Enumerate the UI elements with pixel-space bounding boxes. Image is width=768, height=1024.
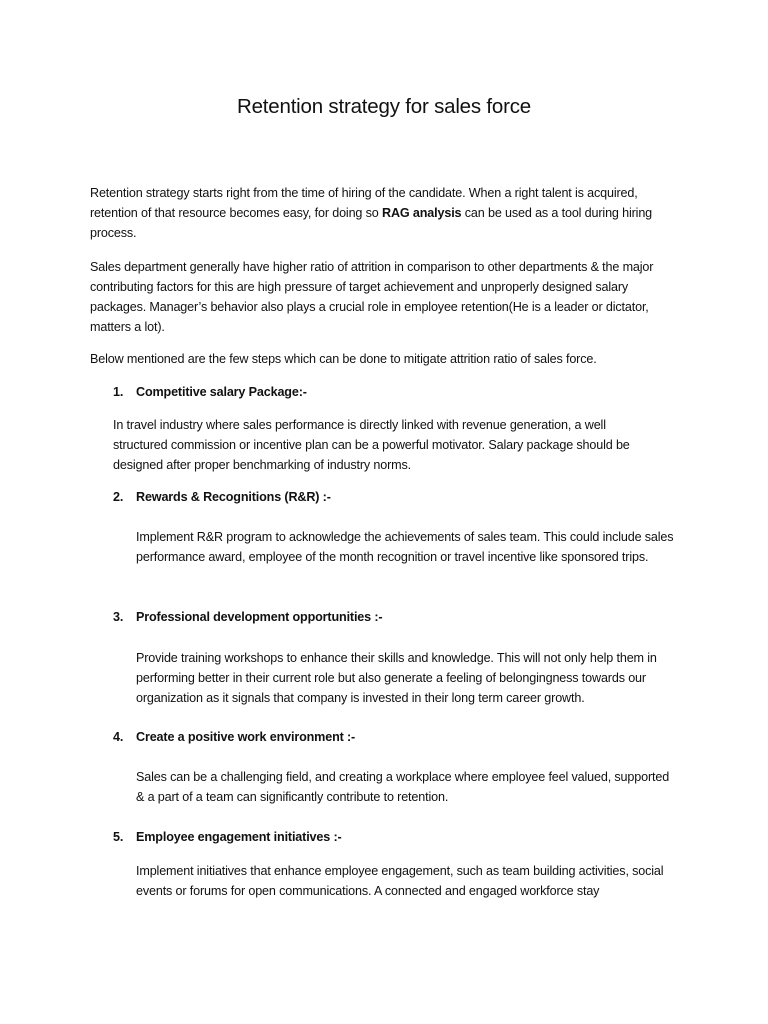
intro-text-start: Retention strategy starts right from the time of hiring of the candidate. When a right talent is acquired, retention of that resource becomes easy, for doing so bbox=[90, 186, 638, 220]
step-body: Implement R&R program to acknowledge the achievements of sales team. This could include sales performance award, employee of the month recognition or travel incentive like sponsored trips. bbox=[136, 530, 674, 564]
step-heading bbox=[113, 382, 307, 402]
step-number: 4. bbox=[113, 730, 124, 744]
step-number: 3. bbox=[113, 610, 124, 624]
step-number: 2. bbox=[113, 490, 124, 504]
step-title: Employee engagement initiatives :- bbox=[136, 830, 342, 844]
step-body: In travel industry where sales performance is directly linked with revenue generation, a well structured commission or incentive plan can be a powerful motivator. Salary package should be designed after proper benchmarking of industry norms. bbox=[113, 418, 630, 472]
step-heading bbox=[113, 487, 331, 507]
document-title: Retention strategy for sales force bbox=[236, 95, 531, 118]
attrition-paragraph: Sales department generally have higher ratio of attrition in comparison to other departments & the major contributing factors for this are high pressure of target achievement and unproperly designed salary packages. Manager’s behavior also plays a crucial role in employee retention(He is a leader or dictator, matters a lot). bbox=[90, 260, 654, 334]
step-number: 1. bbox=[113, 385, 124, 399]
step-title: Rewards & Recognitions (R&R) :- bbox=[136, 490, 331, 504]
step-body: Sales can be a challenging field, and creating a workplace where employee feel valued, supported & a part of a team can significantly contribute to retention. bbox=[136, 770, 670, 804]
step-heading bbox=[113, 727, 355, 747]
step-number: 5. bbox=[113, 830, 124, 844]
step-heading bbox=[113, 827, 342, 847]
step-heading bbox=[113, 607, 382, 627]
steps-intro-paragraph: Below mentioned are the few steps which can be done to mitigate attrition ratio of sales force. bbox=[90, 352, 597, 366]
step-body: Provide training workshops to enhance their skills and knowledge. This will not only help them in performing better in their current role but also generate a feeling of belongingness towards our organization as it signals that company is invested in their long term career growth. bbox=[136, 651, 657, 705]
step-body: Implement initiatives that enhance employee engagement, such as team building activities, social events or forums for open communications. A connected and engaged workforce stay bbox=[136, 864, 664, 898]
intro-paragraph bbox=[90, 183, 680, 243]
intro-text-end: can be used as a tool during hiring process. bbox=[90, 206, 653, 240]
step-title: Professional development opportunities :- bbox=[136, 610, 383, 624]
step-title: Competitive salary Package:- bbox=[136, 385, 307, 399]
step-title: Create a positive work environment :- bbox=[136, 730, 356, 744]
intro-bold-term: RAG analysis bbox=[382, 206, 462, 220]
